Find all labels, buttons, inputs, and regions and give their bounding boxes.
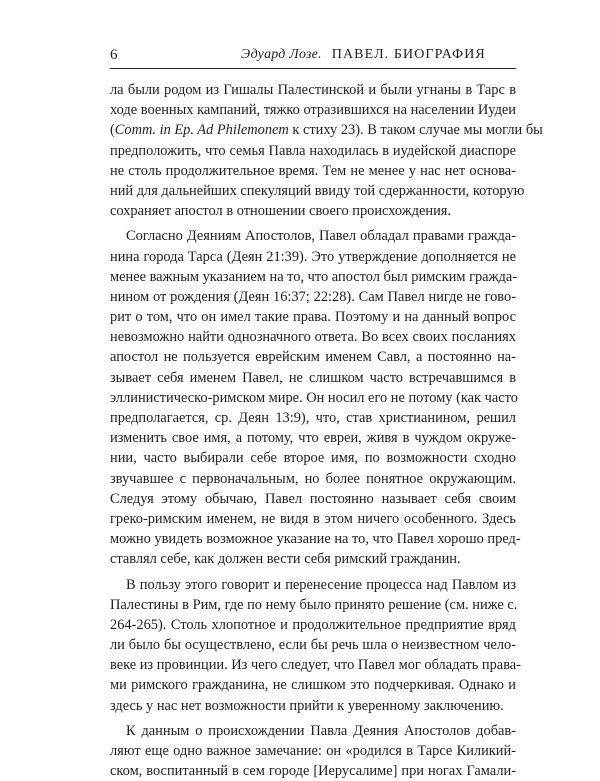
text-line: эллинистическо-римском мире. Он носил его не потому (как часто bbox=[110, 389, 518, 406]
text-line: предполагается, ср. Деян 13:9), что, став христианином, решил bbox=[110, 410, 516, 426]
running-header bbox=[110, 46, 516, 69]
paragraph bbox=[110, 721, 516, 781]
text-line: нии, часто выбирали себе второе имя, по возможности сходно bbox=[110, 450, 516, 467]
paragraph bbox=[110, 226, 521, 569]
header-author: Эдуард Лозе. bbox=[241, 47, 322, 62]
text-line: нином от рождения (Деян 16:37; 22:28). Сам Павел нигде не гово- bbox=[110, 288, 516, 305]
text-line: Следуя этому обычаю, Павел постоянно называет себя своим bbox=[110, 490, 516, 507]
text-line: апостол не пользуется еврейским именем Савл, а постоянно на- bbox=[110, 349, 516, 366]
text-line: рит о том, что он имел такие права. Поэтому и на данный вопрос bbox=[110, 309, 516, 326]
text-line: зывает себя именем Павел, не слишком часто встречавшимся в bbox=[110, 369, 516, 386]
text-line: ставлял себе, как должен вести себя римский гражданин. bbox=[110, 551, 461, 568]
text-line: ли было бы осуществлено, если бы речь шла о неизвестном чело- bbox=[110, 637, 516, 654]
text-line: менее важным указанием на то, что апостол был римским гражда- bbox=[110, 268, 518, 285]
text-line: сохраняет апостол в отношении своего происхождения. bbox=[110, 203, 451, 220]
text-line: ходе военных кампаний, тяжко отразившихся на населении Иудеи bbox=[110, 102, 516, 119]
text-line: ла были родом из Гишалы Палестинской и были угнаны в Тарс в bbox=[110, 82, 516, 98]
text-line: можно увидеть возможное указание на то, что Павел хорошо пред- bbox=[110, 531, 521, 548]
text-line: веке из провинции. Из чего следует, что Павел мог обладать права- bbox=[110, 657, 521, 674]
text-line: изменить свое имя, а потому, что евреи, живя в чуждом окруже- bbox=[110, 430, 516, 447]
body-text bbox=[110, 80, 543, 781]
text-line: невозможно найти однозначного ответа. Во всех своих посланиях bbox=[110, 329, 516, 346]
text-line-rest: к стиху 23). В таком случае мы могли бы bbox=[288, 122, 543, 139]
open-paren: ( bbox=[110, 122, 115, 139]
text-line bbox=[110, 120, 543, 140]
text-line: Согласно Деяниям Апостолов, Павел обладал правами гражда- bbox=[126, 228, 516, 245]
header-book-title: ПАВЕЛ. БИОГРАФИЯ bbox=[331, 47, 486, 62]
paragraph bbox=[110, 575, 521, 716]
running-title bbox=[241, 46, 486, 64]
text-line: ляют еще одно важное замечание: он «родился в Тарсе Киликий- bbox=[110, 743, 516, 759]
text-line: ний для дальнейших спекуляций ввиду той сдержанности, которую bbox=[110, 182, 525, 199]
text-line: 264-265). Столь хлопотное и продолжительное предприятие вряд bbox=[110, 616, 516, 633]
text-line: не столь продолжительное время. Тем не менее у нас нет основа- bbox=[110, 162, 516, 179]
text-line: здесь у нас нет возможности прийти к уверенному заключению. bbox=[110, 697, 504, 714]
text-line: К данным о происхождении Павла Деяния Апостолов добав- bbox=[126, 722, 516, 739]
text-line: греко-римским именем, не видя в этом ничего особенного. Здесь bbox=[110, 510, 516, 527]
text-line: звучавшее с первоначальным, но более понятное окружающим. bbox=[110, 470, 516, 487]
text-line: Палестины в Рим, где по нему было принято решение (см. ниже с. bbox=[110, 596, 518, 613]
text-line: В пользу этого говорит и перенесение процесса над Павлом из bbox=[126, 576, 516, 593]
text-line: ском, воспитанный в сем городе [Иерусалиме] при ногах Гамали- bbox=[110, 763, 516, 780]
text-line: нина города Тарса (Деян 21:39). Это утверждение дополняется не bbox=[110, 248, 516, 265]
text-line: ми римского гражданина, не слишком это подчеркивая. Однако и bbox=[110, 677, 516, 694]
paragraph bbox=[110, 80, 543, 221]
citation-title: Comm. in Ep. Ad Philemonem bbox=[114, 122, 289, 139]
text-line: предположить, что семья Павла находилась в иудейской диаспоре bbox=[110, 142, 516, 159]
page-number: 6 bbox=[110, 47, 118, 63]
